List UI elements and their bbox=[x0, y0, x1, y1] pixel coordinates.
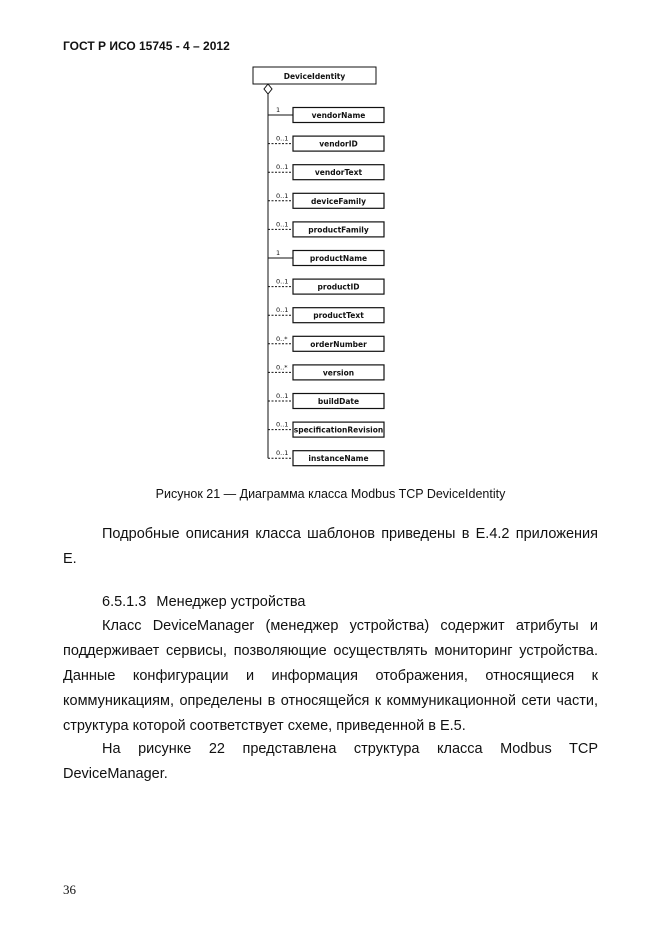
figure-caption: Рисунок 21 — Диаграмма класса Modbus TCP DeviceIdentity bbox=[155, 487, 506, 501]
multiplicity-label: 0..1 bbox=[276, 191, 289, 200]
paragraph-templates: Подробные описания класса шаблонов приведены в E.4.2 приложения E. bbox=[63, 526, 598, 567]
child-class-label: instanceName bbox=[308, 454, 369, 464]
child-class-label: specificationRevision bbox=[293, 425, 384, 435]
child-class-label: deviceFamily bbox=[310, 196, 367, 206]
paragraph-figure-reference: На рисунке 22 представлена структура класса Modbus TCP DeviceManager. bbox=[63, 741, 598, 782]
child-class-label: vendorID bbox=[319, 139, 358, 149]
paragraph-device-manager: Класс DeviceManager (менеджер устройства) содержит атрибуты и поддерживает сервисы, позволяющие осуществлять мониторинг устройства. Данные конфигурации и информация отображения, относящиеся к коммуникациям, определены в относящейся к коммуникационной сети части, структура которой соответствует схеме, приведенной в E.5. bbox=[63, 618, 598, 734]
multiplicity-label: 0..1 bbox=[276, 163, 289, 172]
multiplicity-label: 0..1 bbox=[276, 220, 289, 229]
child-class-label: productID bbox=[317, 282, 360, 292]
multiplicity-label: 0..* bbox=[276, 334, 288, 343]
child-class-label: vendorText bbox=[314, 168, 363, 178]
multiplicity-label: 0..1 bbox=[276, 306, 289, 315]
document-header: ГОСТ Р ИСО 15745 - 4 – 2012 bbox=[63, 39, 230, 53]
multiplicity-label: 0..1 bbox=[276, 449, 289, 458]
child-class-label: orderNumber bbox=[310, 339, 367, 349]
multiplicity-label: 0..1 bbox=[276, 277, 289, 286]
child-class-label: productFamily bbox=[308, 225, 369, 235]
child-class-label: buildDate bbox=[317, 397, 360, 406]
child-class-label: vendorName bbox=[311, 111, 366, 120]
child-class-label: productName bbox=[309, 254, 368, 263]
multiplicity-label: 0..1 bbox=[276, 134, 289, 143]
child-class-label: productText bbox=[313, 311, 364, 321]
multiplicity-label: 0..* bbox=[276, 363, 288, 372]
child-class-label: version bbox=[322, 368, 355, 378]
aggregation-diamond bbox=[264, 84, 272, 94]
multiplicity-label: 0..1 bbox=[276, 420, 289, 429]
multiplicity-label: 1 bbox=[276, 249, 281, 257]
multiplicity-label: 0..1 bbox=[276, 392, 289, 400]
section-heading bbox=[102, 590, 305, 615]
root-class-label: DeviceIdentity bbox=[283, 72, 346, 81]
section-number: 6.5.1.3 bbox=[102, 594, 147, 610]
page-number: 36 bbox=[63, 882, 76, 897]
multiplicity-label: 1 bbox=[276, 106, 281, 114]
section-title: Менеджер устройства bbox=[156, 594, 306, 610]
